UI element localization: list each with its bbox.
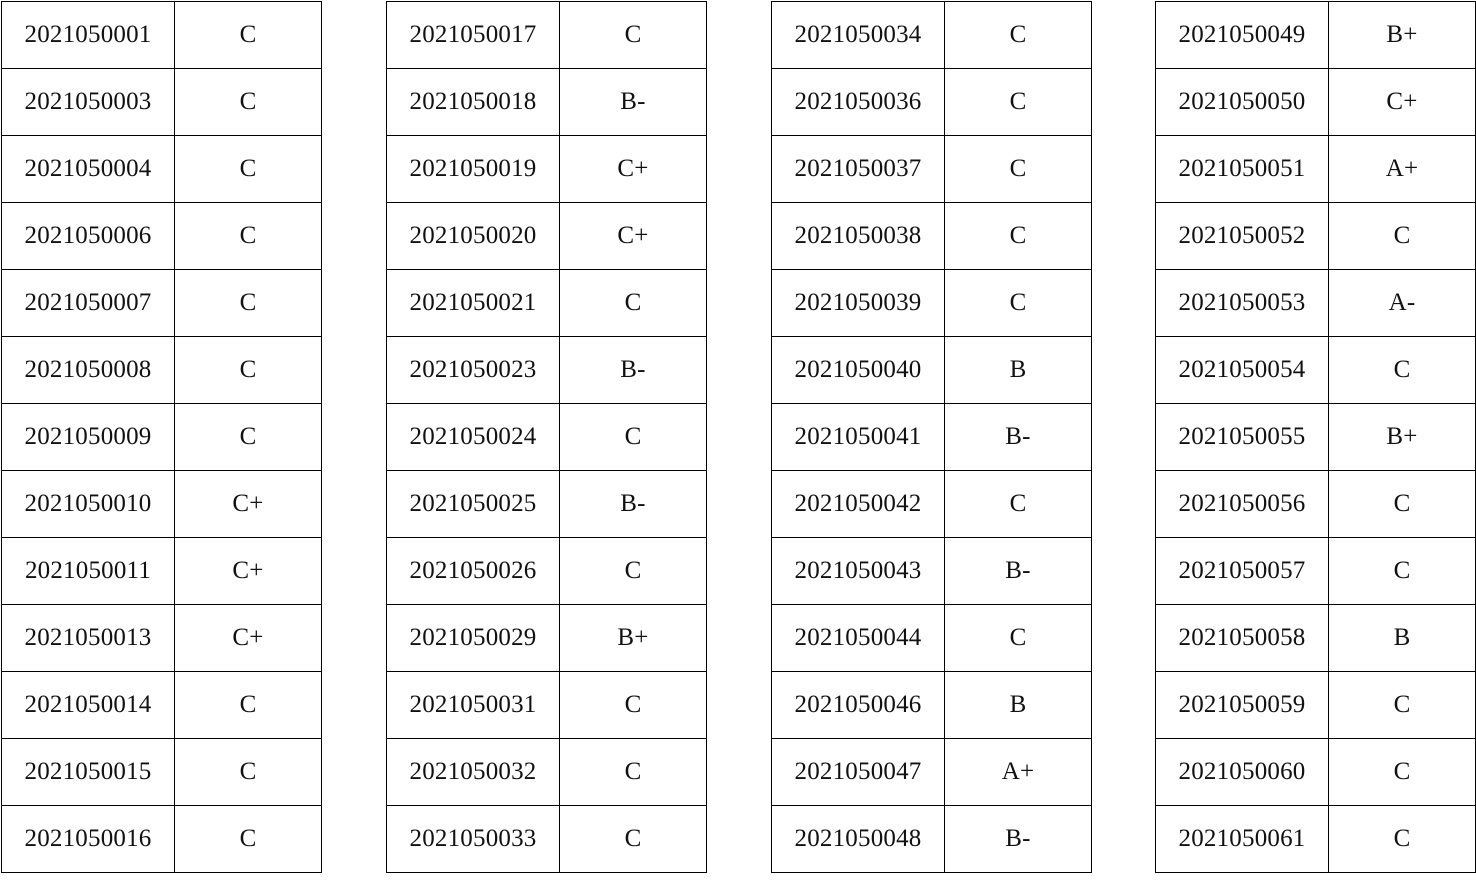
grade-cell: A+ xyxy=(945,739,1092,806)
student-id-cell: 2021050059 xyxy=(1156,672,1329,739)
grade-cell: C xyxy=(1329,203,1476,270)
student-id-cell: 2021050039 xyxy=(772,270,945,337)
student-id-cell: 2021050049 xyxy=(1156,2,1329,69)
student-id-cell: 2021050010 xyxy=(2,471,175,538)
table-row xyxy=(387,69,707,136)
student-id-cell: 2021050029 xyxy=(387,605,560,672)
grade-cell: C xyxy=(1329,538,1476,605)
grade-cell: B xyxy=(1329,605,1476,672)
table-row xyxy=(1156,605,1476,672)
grade-cell: C+ xyxy=(175,605,322,672)
table-row xyxy=(772,605,1092,672)
student-id-cell: 2021050024 xyxy=(387,404,560,471)
grade-cell: C xyxy=(945,136,1092,203)
grade-cell: C xyxy=(560,270,707,337)
table-row xyxy=(1156,2,1476,69)
student-id-cell: 2021050036 xyxy=(772,69,945,136)
student-id-cell: 2021050017 xyxy=(387,2,560,69)
grade-cell: C xyxy=(175,69,322,136)
table-row xyxy=(1156,136,1476,203)
grade-cell: C xyxy=(945,471,1092,538)
student-id-cell: 2021050007 xyxy=(2,270,175,337)
table-row xyxy=(2,2,322,69)
table-row xyxy=(387,672,707,739)
student-id-cell: 2021050016 xyxy=(2,806,175,873)
student-id-cell: 2021050020 xyxy=(387,203,560,270)
student-id-cell: 2021050038 xyxy=(772,203,945,270)
table-row xyxy=(2,69,322,136)
student-id-cell: 2021050041 xyxy=(772,404,945,471)
table-row xyxy=(1156,69,1476,136)
student-id-cell: 2021050051 xyxy=(1156,136,1329,203)
grade-cell: C xyxy=(175,2,322,69)
grade-cell: C xyxy=(1329,471,1476,538)
table-row xyxy=(1156,203,1476,270)
student-id-cell: 2021050057 xyxy=(1156,538,1329,605)
student-id-cell: 2021050044 xyxy=(772,605,945,672)
grade-cell: C xyxy=(1329,806,1476,873)
table-row xyxy=(387,739,707,806)
table-row xyxy=(2,538,322,605)
student-id-cell: 2021050060 xyxy=(1156,739,1329,806)
student-id-cell: 2021050052 xyxy=(1156,203,1329,270)
student-id-cell: 2021050058 xyxy=(1156,605,1329,672)
table-row xyxy=(387,605,707,672)
table-row xyxy=(1156,672,1476,739)
student-id-cell: 2021050014 xyxy=(2,672,175,739)
student-id-cell: 2021050011 xyxy=(2,538,175,605)
table-row xyxy=(772,538,1092,605)
grade-table-2 xyxy=(386,1,707,873)
table-row xyxy=(1156,739,1476,806)
grade-table-1 xyxy=(1,1,322,873)
table-row xyxy=(772,471,1092,538)
student-id-cell: 2021050025 xyxy=(387,471,560,538)
student-id-cell: 2021050009 xyxy=(2,404,175,471)
student-id-cell: 2021050006 xyxy=(2,203,175,270)
student-id-cell: 2021050013 xyxy=(2,605,175,672)
grade-cell: C xyxy=(1329,739,1476,806)
table-row xyxy=(1156,471,1476,538)
student-id-cell: 2021050033 xyxy=(387,806,560,873)
table-row xyxy=(2,471,322,538)
grade-cell: C xyxy=(175,404,322,471)
student-id-cell: 2021050037 xyxy=(772,136,945,203)
table-row xyxy=(387,136,707,203)
student-id-cell: 2021050021 xyxy=(387,270,560,337)
student-id-cell: 2021050019 xyxy=(387,136,560,203)
student-id-cell: 2021050032 xyxy=(387,739,560,806)
grade-cell: C xyxy=(175,739,322,806)
grade-cell: C xyxy=(945,203,1092,270)
student-id-cell: 2021050015 xyxy=(2,739,175,806)
grade-cell: C xyxy=(560,739,707,806)
grade-cell: C xyxy=(560,672,707,739)
table-row xyxy=(772,739,1092,806)
student-id-cell: 2021050034 xyxy=(772,2,945,69)
grade-cell: C xyxy=(175,203,322,270)
table-row xyxy=(2,270,322,337)
grade-cell: C xyxy=(945,69,1092,136)
student-id-cell: 2021050050 xyxy=(1156,69,1329,136)
table-row xyxy=(1156,538,1476,605)
table-row xyxy=(772,2,1092,69)
student-id-cell: 2021050023 xyxy=(387,337,560,404)
grade-cell: B+ xyxy=(1329,404,1476,471)
grade-cell: C+ xyxy=(560,136,707,203)
table-row xyxy=(2,806,322,873)
student-id-cell: 2021050055 xyxy=(1156,404,1329,471)
student-id-cell: 2021050026 xyxy=(387,538,560,605)
grade-cell: B- xyxy=(945,538,1092,605)
table-row xyxy=(2,337,322,404)
student-id-cell: 2021050056 xyxy=(1156,471,1329,538)
student-id-cell: 2021050053 xyxy=(1156,270,1329,337)
grade-cell: B+ xyxy=(1329,2,1476,69)
grade-cell: B+ xyxy=(560,605,707,672)
student-id-cell: 2021050001 xyxy=(2,2,175,69)
grade-table-4 xyxy=(1155,1,1476,873)
table-row xyxy=(387,337,707,404)
table-row xyxy=(772,337,1092,404)
table-row xyxy=(387,471,707,538)
grade-cell: B- xyxy=(560,471,707,538)
grade-cell: C xyxy=(175,270,322,337)
table-row xyxy=(2,136,322,203)
student-id-cell: 2021050043 xyxy=(772,538,945,605)
table-row xyxy=(387,203,707,270)
table-row xyxy=(772,672,1092,739)
table-row xyxy=(2,672,322,739)
grade-cell: C xyxy=(175,337,322,404)
grade-cell: C+ xyxy=(175,538,322,605)
grade-cell: C xyxy=(175,672,322,739)
table-row xyxy=(2,739,322,806)
student-id-cell: 2021050061 xyxy=(1156,806,1329,873)
table-row xyxy=(772,404,1092,471)
grade-cell: C+ xyxy=(175,471,322,538)
table-row xyxy=(1156,270,1476,337)
grade-cell: B- xyxy=(945,806,1092,873)
grade-table-3 xyxy=(771,1,1092,873)
grade-cell: B xyxy=(945,672,1092,739)
student-id-cell: 2021050031 xyxy=(387,672,560,739)
student-id-cell: 2021050046 xyxy=(772,672,945,739)
grade-cell: C xyxy=(945,270,1092,337)
table-row xyxy=(387,2,707,69)
table-row xyxy=(772,203,1092,270)
grade-cell: C xyxy=(945,2,1092,69)
student-id-cell: 2021050003 xyxy=(2,69,175,136)
student-id-cell: 2021050042 xyxy=(772,471,945,538)
table-row xyxy=(1156,806,1476,873)
grade-cell: B xyxy=(945,337,1092,404)
grade-cell: A- xyxy=(1329,270,1476,337)
table-row xyxy=(2,203,322,270)
student-id-cell: 2021050048 xyxy=(772,806,945,873)
grade-cell: C xyxy=(945,605,1092,672)
grade-cell: C xyxy=(560,806,707,873)
grade-cell: B- xyxy=(560,69,707,136)
table-row xyxy=(387,538,707,605)
student-id-cell: 2021050040 xyxy=(772,337,945,404)
table-row xyxy=(772,270,1092,337)
table-row xyxy=(1156,404,1476,471)
table-row xyxy=(2,605,322,672)
grade-cell: C xyxy=(175,136,322,203)
table-row xyxy=(1156,337,1476,404)
table-row xyxy=(387,806,707,873)
grade-cell: C xyxy=(1329,337,1476,404)
table-row xyxy=(772,806,1092,873)
grade-cell: C xyxy=(560,2,707,69)
student-id-cell: 2021050054 xyxy=(1156,337,1329,404)
student-id-cell: 2021050018 xyxy=(387,69,560,136)
grade-cell: C xyxy=(560,404,707,471)
table-row xyxy=(387,270,707,337)
grade-cell: A+ xyxy=(1329,136,1476,203)
grade-cell: C+ xyxy=(1329,69,1476,136)
table-row xyxy=(2,404,322,471)
grade-cell: C+ xyxy=(560,203,707,270)
grade-cell: C xyxy=(1329,672,1476,739)
grade-cell: C xyxy=(175,806,322,873)
grade-cell: B- xyxy=(945,404,1092,471)
table-row xyxy=(387,404,707,471)
grade-cell: B- xyxy=(560,337,707,404)
student-id-cell: 2021050004 xyxy=(2,136,175,203)
table-row xyxy=(772,69,1092,136)
table-row xyxy=(772,136,1092,203)
student-id-cell: 2021050047 xyxy=(772,739,945,806)
grade-cell: C xyxy=(560,538,707,605)
student-id-cell: 2021050008 xyxy=(2,337,175,404)
